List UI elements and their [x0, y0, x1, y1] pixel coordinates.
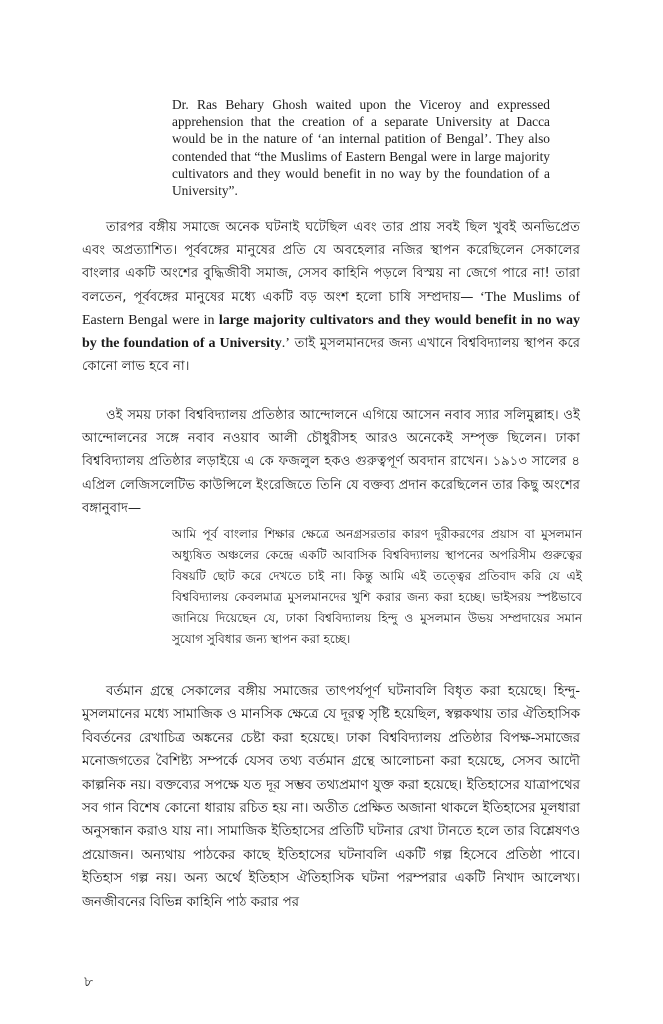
paragraph-1-english-end: .’: [281, 336, 290, 352]
paragraph-1-bengali-end: তাই মুসলমানদের জন্য এখানে বিশ্ববিদ্যালয় স্থাপন করে কোনো লাভ হবে না।: [82, 336, 581, 375]
paragraph-1-english-bold: large majority cultivators and they would benefit in no way by the foundation of a University: [82, 312, 581, 352]
paragraph-1-bengali-start: তারপর বঙ্গীয় সমাজে অনেক ঘটনাই ঘটেছিল এবং তার প্রায় সবই ছিল খুবই অনভিপ্রেত এবং অপ্রত্যাশিত। পূর্ববঙ্গের মানুষের প্রতি যে অবহেলার নজির স্থাপন করেছিলেন সেকালের বাংলার একটি অংশের বুদ্ধিজীবী সমাজ, সেসব কাহিনি পড়লে বিস্ময় না জেগে পারে না! তারা বলতেন, পূর্ববঙ্গের মানুষের মধ্যে একটি বড় অংশ হলো চাষি সম্প্রদায়—: [82, 220, 580, 305]
paragraph-1: [82, 216, 580, 378]
english-block-quote: Dr. Ras Behary Ghosh waited upon the Viceroy and expressed apprehension that the creation of a separate University at Dacca would be in the nature of ‘an internal patition of Bengal’. They also contended that “the Muslims of Eastern Bengal were in large majority cultivators and they would benefit in no way by the foundation of a University”.: [172, 97, 550, 199]
paragraph-3: বর্তমান গ্রন্থে সেকালের বঙ্গীয় সমাজের তাৎপর্যপূর্ণ ঘটনাবলি বিধৃত করা হয়েছে। হিন্দু-মুসলমানের মধ্যে সামাজিক ও মানসিক ক্ষেত্রে যে দূরত্ব সৃষ্টি হয়েছিল, স্বল্পকথায় তার ঐতিহাসিক বিবর্তনের রেখাচিত্র অঙ্কনের চেষ্টা করা হয়েছে। ঢাকা বিশ্ববিদ্যালয় প্রতিষ্ঠার বিপক্ষ-সমাজের মনোজগতের বৈশিষ্ট্য সম্পর্কে যেসব তথ্য বর্তমান গ্রন্থে আলোচনা করা হয়েছে, সেসব আদৌ কাল্পনিক নয়। বক্তব্যের সপক্ষে যত দূর সম্ভব তথ্যপ্রমাণ যুক্ত করা হয়েছে। ইতিহাসের যাত্রাপথের সব গান বিশেষ কোনো ধারায় রচিত হয় না। অতীত প্রেক্ষিত অজানা থাকলে ইতিহাসের মূলধারা অনুসন্ধান করাও যায় না। সামাজিক ইতিহাসের প্রতিটি ঘটনার রেখা টানতে হলে তার বিশ্লেষণও প্রয়োজন। অন্যথায় পাঠকের কাছে ইতিহাসের ঘটনাবলি একটি গল্প হিসেবে প্রতিষ্ঠা পাবে। ইতিহাস গল্প নয়। অন্য অর্থে ইতিহাস ঐতিহাসিক ঘটনা পরম্পরার একটি নিখাদ আলেখ্য। জনজীবনের বিভিন্ন কাহিনি পাঠ করার পর: [82, 684, 580, 910]
paragraph-2: ওই সময় ঢাকা বিশ্ববিদ্যালয় প্রতিষ্ঠার আন্দোলনে এগিয়ে আসেন নবাব স্যার সলিমুল্লাহ। ওই আন্দোলনের সঙ্গে নবাব নওয়াব আলী চৌধুরীসহ আরও অনেকেই সম্পৃক্ত ছিলেন। ঢাকা বিশ্ববিদ্যালয় প্রতিষ্ঠার লড়াইয়ে এ কে ফজলুল হকও গুরুত্বপূর্ণ অবদান রাখেন। ১৯১৩ সালের ৪ এপ্রিল লেজিসলেটিভ কাউন্সিলে ইংরেজিতে তিনি যে বক্তব্য প্রদান করেছিলেন তার কিছু অংশের বঙ্গানুবাদ—: [82, 408, 580, 516]
bengali-block-quote: আমি পূর্ব বাংলার শিক্ষার ক্ষেত্রে অনগ্রসরতার কারণ দূরীকরণের প্রয়াস বা মুসলমান অধ্যুষিত অঞ্চলের কেন্দ্রে একটি আবাসিক বিশ্ববিদ্যালয় স্থাপনের অপরিসীম গুরুত্বের বিষয়টি ছোট করে দেখতে চাই না। কিন্তু আমি এই তত্ত্বের প্রতিবাদ করি যে এই বিশ্ববিদ্যালয় কেবলমাত্র মুসলমানদের খুশি করার জন্য করা হচ্ছে। ভাইসরয় স্পষ্টভাবে জানিয়ে দিয়েছেন যে, ঢাকা বিশ্ববিদ্যালয় হিন্দু ও মুসলমান উভয় সম্প্রদায়ের সমান সুযোগ সুবিধার জন্য স্থাপন করা হচ্ছে।: [172, 527, 582, 646]
paragraph-1-english-quote: ‘The Muslims of Eastern Bengal were in: [82, 289, 580, 328]
page-number: ৮: [84, 974, 94, 990]
